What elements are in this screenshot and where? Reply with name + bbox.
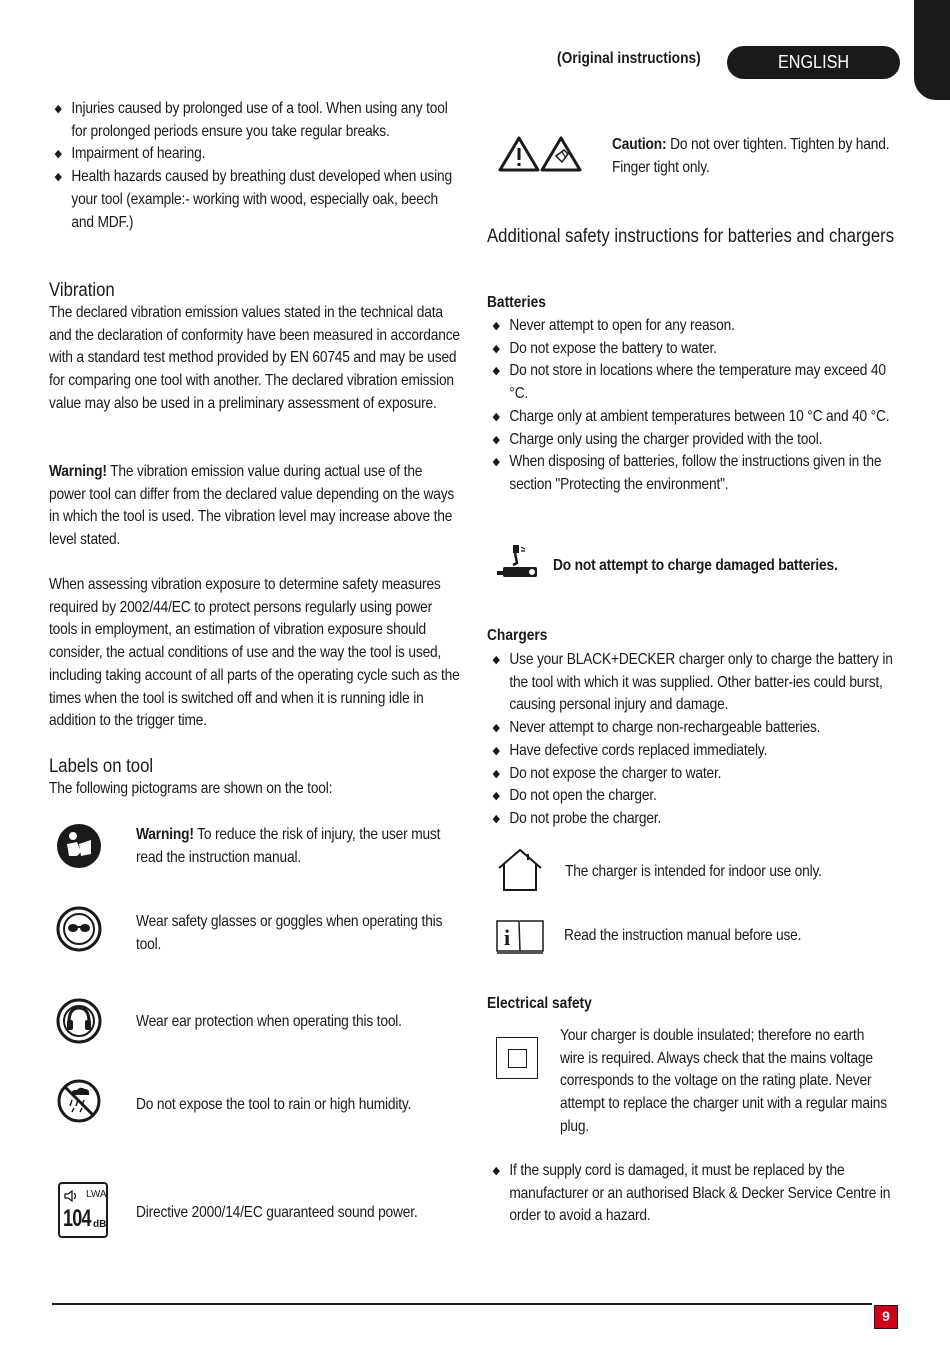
pictogram-text: Directive 2000/14/EC guaranteed sound power. bbox=[136, 1204, 418, 1221]
caution-label: Caution: bbox=[612, 136, 667, 153]
electrical-safety-heading: Electrical safety bbox=[487, 995, 592, 1012]
list-item: Injuries caused by prolonged use of a tool. When using any tool for prolonged periods ensure you take regular breaks. bbox=[49, 98, 462, 143]
page-number: 9 bbox=[882, 1308, 890, 1324]
svg-text:i: i bbox=[504, 925, 511, 950]
additional-safety-heading: Additional safety instructions for batteries and chargers bbox=[487, 226, 895, 247]
list-item: Do not expose the battery to water. bbox=[487, 338, 900, 361]
pictogram-text: Wear ear protection when operating this tool. bbox=[136, 1013, 402, 1030]
list-item: Do not expose the charger to water. bbox=[487, 763, 900, 786]
pictogram-desc bbox=[136, 1202, 446, 1225]
pictogram-text: Do not expose the tool to rain or high humidity. bbox=[136, 1096, 412, 1113]
list-item: Never attempt to open for any reason. bbox=[487, 315, 900, 338]
read-manual-icon bbox=[55, 822, 103, 870]
sound-power-icon bbox=[58, 1182, 108, 1238]
indoor-use-icon bbox=[495, 848, 545, 892]
labels-intro: The following pictograms are shown on the tool: bbox=[49, 780, 333, 797]
caution-note bbox=[612, 134, 896, 179]
list-item: Charge only at ambient temperatures between 10 °C and 40 °C. bbox=[487, 406, 900, 429]
hazard-list bbox=[49, 98, 462, 234]
list-item: Never attempt to charge non-rechargeable batteries. bbox=[487, 717, 900, 740]
indoor-use-text: The charger is intended for indoor use only. bbox=[565, 863, 822, 880]
language-badge bbox=[727, 46, 900, 79]
corner-tab bbox=[914, 0, 950, 100]
no-rain-icon bbox=[56, 1078, 102, 1124]
pictogram-desc bbox=[136, 911, 446, 956]
warning-label: Warning! bbox=[49, 463, 107, 480]
list-item: If the supply cord is damaged, it must be replaced by the manufacturer or an authorised Black & Decker Service Centre in order to avoid a hazard. bbox=[487, 1160, 900, 1228]
damaged-battery-icon bbox=[495, 543, 543, 583]
list-item: Use your BLACK+DECKER charger only to charge the battery in the tool with which it was supplied. Other batter-ies could burst, causing personal injury and damage. bbox=[487, 649, 900, 717]
chargers-heading: Chargers bbox=[487, 627, 548, 644]
list-item: Health hazards caused by breathing dust developed when using your tool (example:- working with wood, especially oak, beech and MDF.) bbox=[49, 166, 462, 234]
original-instructions-label: (Original instructions) bbox=[557, 50, 701, 67]
hand-tighten-icon bbox=[540, 136, 582, 172]
pictogram-text: To reduce the risk of injury, the user must read the instruction manual. bbox=[136, 826, 441, 866]
list-item: Do not store in locations where the temperature may exceed 40 °C. bbox=[487, 360, 900, 405]
instruction-manual-icon bbox=[495, 917, 545, 955]
warning-text: The vibration emission value during actual use of the power tool can differ from the declared value depending on the ways in which the tool is used. The vibration level may increase above the level stated. bbox=[49, 463, 455, 549]
batteries-list bbox=[487, 315, 900, 497]
pictogram-text: Wear safety glasses or goggles when operating this tool. bbox=[136, 913, 443, 953]
vibration-heading: Vibration bbox=[49, 280, 115, 301]
chargers-list bbox=[487, 649, 900, 831]
safety-glasses-icon bbox=[56, 906, 102, 952]
sound-power-label: LWA bbox=[86, 1189, 107, 1200]
list-item: Do not open the charger. bbox=[487, 785, 900, 808]
vibration-paragraph: The declared vibration emission values stated in the technical data and the declaration of conformity have been measured in accordance with a standard test method provided by EN 60745 and may be used for comparing one tool with another. The declared vibration emission value may also be used in a preliminary assessment of exposure. bbox=[49, 304, 460, 412]
page-number-badge bbox=[874, 1305, 898, 1329]
footer-rule bbox=[52, 1303, 872, 1305]
supply-cord-list bbox=[487, 1160, 900, 1228]
vibration-warning bbox=[49, 461, 462, 552]
list-item: When disposing of batteries, follow the instructions given in the section "Protecting the environment". bbox=[487, 451, 900, 496]
ear-protection-icon bbox=[56, 998, 102, 1044]
batteries-heading: Batteries bbox=[487, 294, 546, 311]
language-label: ENGLISH bbox=[777, 52, 850, 72]
double-insulation-icon bbox=[496, 1037, 538, 1079]
list-item: Have defective cords replaced immediately. bbox=[487, 740, 900, 763]
damaged-battery-warning: Do not attempt to charge damaged batteries. bbox=[553, 557, 838, 574]
pictogram-bold: Warning! bbox=[136, 826, 194, 843]
sound-power-value: 104 bbox=[63, 1205, 91, 1232]
vibration-assessment: When assessing vibration exposure to determine safety measures required by 2002/44/EC to protect persons regularly using power tools in employment, an estimation of vibration exposure should consider, the actual conditions of use and the way the tool is used, including taking account of all parts of the operating cycle such as the times when the tool is switched off and when it is running idle in addition to the trigger time. bbox=[49, 576, 460, 730]
read-manual-text: Read the instruction manual before use. bbox=[564, 927, 802, 944]
pictogram-desc bbox=[136, 1011, 446, 1034]
pictogram-desc bbox=[136, 824, 446, 869]
sound-power-unit: dB bbox=[93, 1219, 107, 1230]
pictogram-desc bbox=[136, 1094, 446, 1117]
double-insulated-text: Your charger is double insulated; therefore no earth wire is required. Always check that the mains voltage corresponds to the voltage on the rating plate. Never attempt to replace the charger unit with a regular mains plug. bbox=[560, 1027, 887, 1135]
list-item: Do not probe the charger. bbox=[487, 808, 900, 831]
caution-text: Do not over tighten. Tighten by hand. Finger tight only. bbox=[612, 136, 890, 176]
labels-heading: Labels on tool bbox=[49, 756, 154, 777]
list-item: Impairment of hearing. bbox=[49, 143, 462, 166]
list-item: Charge only using the charger provided with the tool. bbox=[487, 429, 900, 452]
warning-triangle-icon bbox=[498, 136, 540, 172]
